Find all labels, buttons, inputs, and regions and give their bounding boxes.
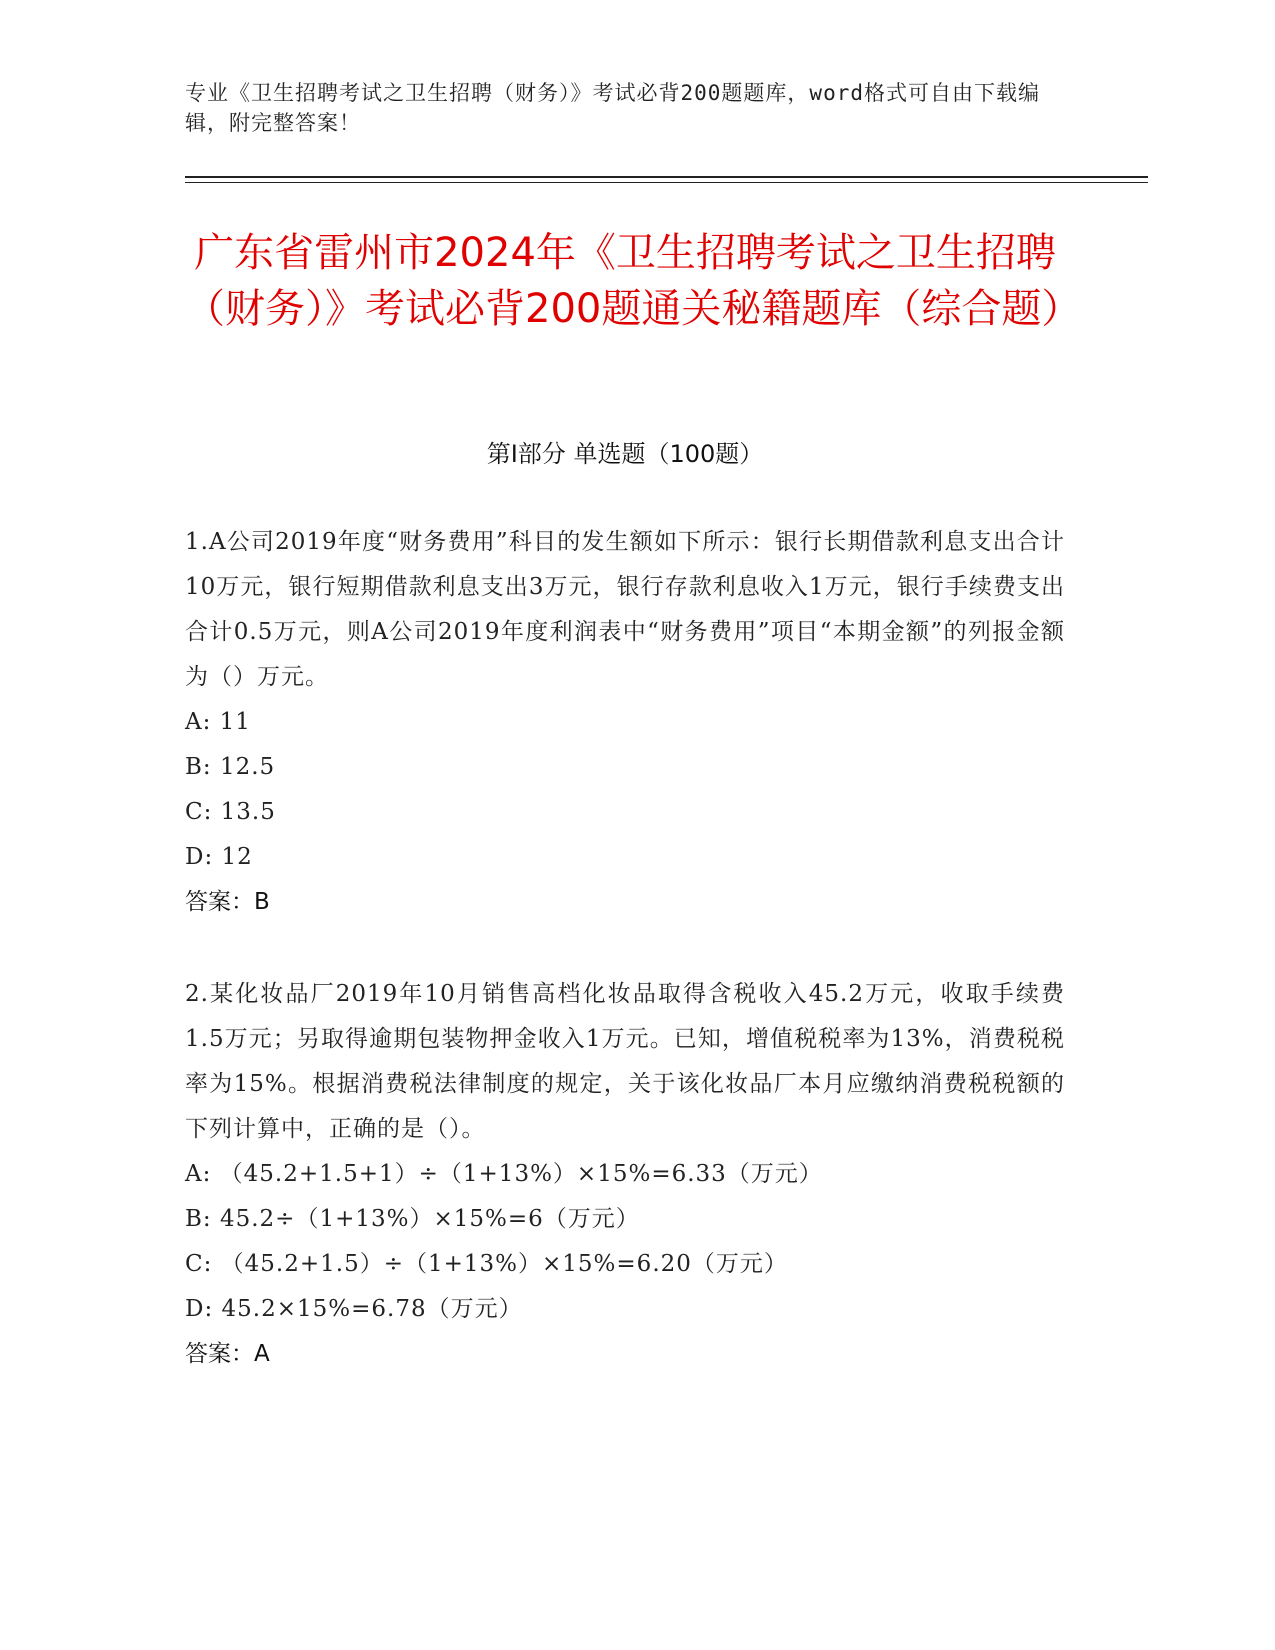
option-a: A: （45.2+1.5+1）÷（1+13%）×15%=6.33（万元） <box>185 1161 823 1187</box>
header-rule-thick <box>185 176 1148 178</box>
question-1 <box>185 520 1065 925</box>
option-a: A: 11 <box>185 709 251 735</box>
section-title: 第Ⅰ部分 单选题（100题） <box>486 440 764 468</box>
question-stem: 2.某化妆品厂2019年10月销售高档化妆品取得含税收入45.2万元，收取手续费1.5万元；另取得逾期包装物押金收入1万元。已知，增值税税率为13%，消费税税率为15%。根据消费税法律制度的规定，关于该化妆品厂本月应缴纳消费税税额的下列计算中，正确的是（）。 <box>185 981 1065 1142</box>
option-b: B: 12.5 <box>185 754 276 780</box>
option-c: C: 13.5 <box>185 799 276 825</box>
answer: 答案：A <box>185 1341 270 1367</box>
option-d: D: 12 <box>185 844 253 870</box>
question-stem: 1.A公司2019年度“财务费用”科目的发生额如下所示：银行长期借款利息支出合计10万元，银行短期借款利息支出3万元，银行存款利息收入1万元，银行手续费支出合计0.5万元，则A公司2019年度利润表中“财务费用”项目“本期金额”的列报金额为（）万元。 <box>185 529 1065 690</box>
option-d: D: 45.2×15%=6.78（万元） <box>185 1296 523 1322</box>
option-c: C: （45.2+1.5）÷（1+13%）×15%=6.20（万元） <box>185 1251 788 1277</box>
option-b: B: 45.2÷（1+13%）×15%=6（万元） <box>185 1206 640 1232</box>
question-2 <box>185 972 1065 1377</box>
answer: 答案：B <box>185 889 270 915</box>
header-rule-thin <box>185 182 1148 183</box>
header-note: 专业《卫生招聘考试之卫生招聘（财务）》考试必背200题题库，word格式可自由下载编辑，附完整答案！ <box>185 81 1040 135</box>
document-title: 广东省雷州市2024年《卫生招聘考试之卫生招聘（财务）》考试必背200题通关秘籍题库（综合题） <box>185 230 1082 332</box>
